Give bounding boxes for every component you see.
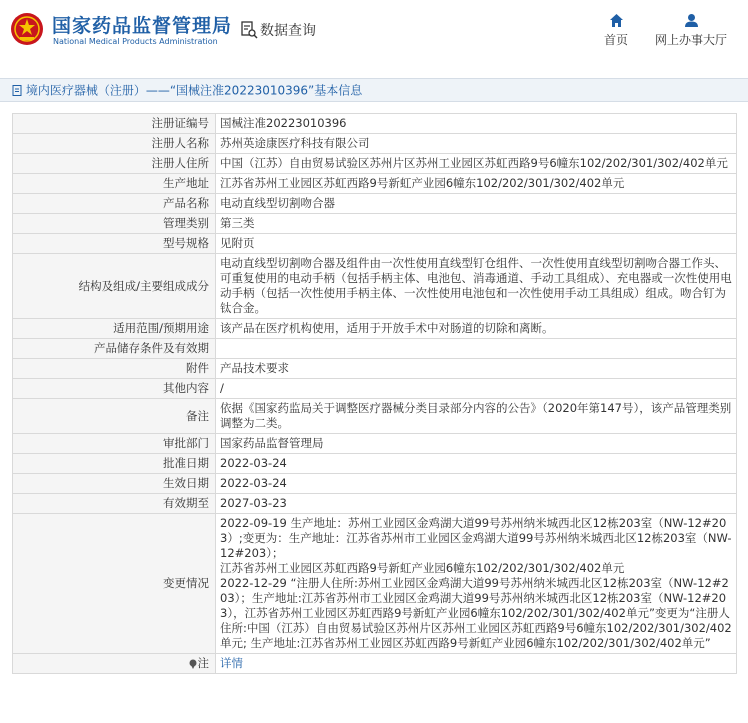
record-row <box>13 114 737 134</box>
site-header <box>0 0 748 66</box>
record-value: 2022-09-19 生产地址：苏州工业园区金鸡湖大道99号苏州纳米城西北区12栋203室（NW-12#203）;变更为：生产地址：江苏省苏州市工业园区金鸡湖大道99号苏州纳米城西北区12栋203室（NW-12#203）； 江苏省苏州工业园区苏虹西路9号新虹产业园6幢东102/202/301/302/402单元 2022-12-29 “注册人住所:苏州工业园区金鸡湖大道99号苏州纳米城西北区12栋203室（NW-12#203）；生产地址:江苏省苏州市工业园区金鸡湖大道99号苏州纳米城西北区12栋203室（NW-12#203），江苏省苏州工业园区苏虹西路9号新虹产业园6幢东102/202/301/302/402单元”变更为“注册人住所:中国（江苏）自由贸易试验区苏州片区苏州工业园区苏虹西路9号6幢东102/202/301/302/402单元; 生产地址:江苏省苏州工业园区苏虹西路9号新虹产业园6幢东102/202/301/302/402单元” <box>216 514 737 654</box>
data-query-label: 数据查询 <box>260 23 316 39</box>
record-row <box>13 234 737 254</box>
record-value: 江苏省苏州工业园区苏虹西路9号新虹产业园6幢东102/202/301/302/402单元 <box>216 174 737 194</box>
record-key: 生效日期 <box>13 474 216 494</box>
record-row <box>13 434 737 454</box>
record-key: 审批部门 <box>13 434 216 454</box>
record-key: 适用范围/预期用途 <box>13 319 216 339</box>
record-key: 产品名称 <box>13 194 216 214</box>
details-link[interactable]: 详情 <box>220 656 243 670</box>
record-value: 电动直线型切割吻合器 <box>216 194 737 214</box>
record-key: 附件 <box>13 359 216 379</box>
record-value: / <box>216 379 737 399</box>
record-value: 见附页 <box>216 234 737 254</box>
breadcrumb <box>0 78 748 102</box>
record-row <box>13 514 737 654</box>
record-row <box>13 359 737 379</box>
record-value: 2022-03-24 <box>216 474 737 494</box>
record-key: 变更情况 <box>13 514 216 654</box>
record-value: 国械注准20223010396 <box>216 114 737 134</box>
record-row <box>13 134 737 154</box>
document-icon <box>12 85 22 96</box>
data-query-title[interactable] <box>240 20 316 40</box>
record-row <box>13 154 737 174</box>
record-row <box>13 474 737 494</box>
record-row <box>13 339 737 359</box>
record-key: 结构及组成/主要组成成分 <box>13 254 216 319</box>
record-key: 有效期至 <box>13 494 216 514</box>
record-value: 第三类 <box>216 214 737 234</box>
record-value: 该产品在医疗机构使用，适用于开放手术中对肠道的切除和离断。 <box>216 319 737 339</box>
note-value-cell <box>216 654 737 674</box>
nav-online-hall[interactable] <box>654 13 728 48</box>
record-key: 注册人住所 <box>13 154 216 174</box>
record-value: 苏州英途康医疗科技有限公司 <box>216 134 737 154</box>
record-row <box>13 454 737 474</box>
record-key: 生产地址 <box>13 174 216 194</box>
breadcrumb-text: 境内医疗器械（注册）——“国械注准20223010396”基本信息 <box>25 83 363 98</box>
record-key: 管理类别 <box>13 214 216 234</box>
record-value: 2022-03-24 <box>216 454 737 474</box>
record-row <box>13 399 737 434</box>
record-value: 中国（江苏）自由贸易试验区苏州片区苏州工业园区苏虹西路9号6幢东102/202/301/302/402单元 <box>216 154 737 174</box>
nav-home-label: 首页 <box>603 33 628 47</box>
record-value: 2027-03-23 <box>216 494 737 514</box>
record-row <box>13 319 737 339</box>
record-row <box>13 194 737 214</box>
document-search-icon <box>240 21 258 39</box>
record-key: 注册证编号 <box>13 114 216 134</box>
nav-online-hall-label: 网上办事大厅 <box>654 33 727 47</box>
record-row <box>13 254 737 319</box>
site-name-cn[interactable]: 国家药品监督管理局 <box>52 15 233 37</box>
record-row <box>13 494 737 514</box>
nav-home[interactable] <box>601 13 631 48</box>
record-key: 注册人名称 <box>13 134 216 154</box>
record-table <box>12 113 737 674</box>
record-key: 批准日期 <box>13 454 216 474</box>
record-key: 产品储存条件及有效期 <box>13 339 216 359</box>
home-icon <box>609 13 624 28</box>
pin-icon <box>188 659 198 669</box>
record-value: 国家药品监督管理局 <box>216 434 737 454</box>
note-key: 注 <box>197 656 209 670</box>
note-key-cell <box>13 654 216 674</box>
record-row <box>13 379 737 399</box>
record-key: 型号规格 <box>13 234 216 254</box>
record-value: 依据《国家药监局关于调整医疗器械分类目录部分内容的公告》（2020年第147号），该产品管理类别调整为二类。 <box>216 399 737 434</box>
record-row <box>13 214 737 234</box>
record-value <box>216 339 737 359</box>
record-value: 电动直线型切割吻合器及组件由一次性使用直线型钉仓组件、一次性使用直线型切割吻合器工作头、可重复使用的电动手柄（包括手柄主体、电池包、消毒通道、手动工具组成）、充电器或一次性使用电动手柄（包括一次性使用手柄主体、一次性使用电池包和一次性使用手动工具组成）组成。吻合钉为钛合金。 <box>216 254 737 319</box>
site-name-en: National Medical Products Administration <box>53 37 218 46</box>
note-row <box>13 654 737 674</box>
record-key: 备注 <box>13 399 216 434</box>
user-icon <box>684 13 699 28</box>
record-key: 其他内容 <box>13 379 216 399</box>
national-emblem-icon <box>10 12 44 46</box>
record-row <box>13 174 737 194</box>
record-value: 产品技术要求 <box>216 359 737 379</box>
